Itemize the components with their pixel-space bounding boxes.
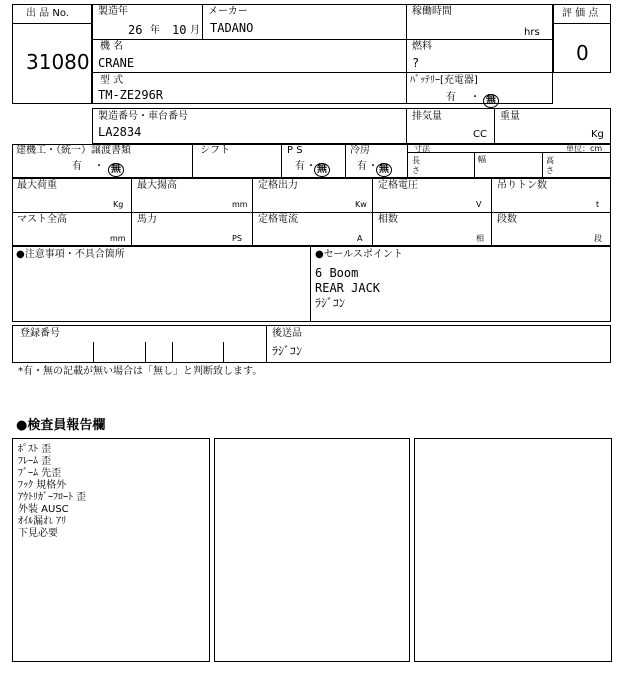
spec-label-lift-tons: 吊りトン数 xyxy=(497,180,547,191)
transfer-yes: 有 xyxy=(72,161,82,172)
lot-no-label: 出 品 No. xyxy=(26,8,69,19)
sales-point-2: REAR JACK xyxy=(315,281,381,295)
spec-unit-rated-current: A xyxy=(357,234,363,243)
inspector-line: ﾌﾚｰﾑ 歪 xyxy=(18,456,52,467)
ac-no-circled: 無 xyxy=(376,159,392,177)
maker-label: メーカー xyxy=(208,6,248,17)
spec-unit-phases: 相 xyxy=(476,234,484,243)
shipment-label: 後送品 xyxy=(272,328,302,339)
inspector-line: ｱｳﾄﾘｶﾞｰﾌﾛｰﾄ 歪 xyxy=(18,492,87,503)
spec-unit-max-lift: mm xyxy=(232,200,248,209)
transfer-no-circled: 無 xyxy=(108,159,124,177)
height-label: 高 さ xyxy=(546,156,554,175)
year-suffix: 年 xyxy=(150,25,160,36)
fuel-value: ? xyxy=(412,56,420,70)
weight-unit: Kg xyxy=(591,129,604,140)
shipment-value: ﾗｼﾞｺﾝ xyxy=(272,344,303,358)
ps-yes: 有 xyxy=(295,161,305,172)
ac-sep: ・ xyxy=(368,161,378,172)
model-name-label: 機 名 xyxy=(100,41,124,52)
shift-label: シフト xyxy=(200,145,230,156)
unit-note: 単位：cm xyxy=(566,144,603,153)
battery-sep: ・ xyxy=(470,92,480,103)
weight-label: 重量 xyxy=(500,111,520,122)
displacement-unit: CC xyxy=(473,129,487,140)
mfg-year-value: 26 xyxy=(128,23,143,37)
registration-block xyxy=(12,325,611,363)
spec-label-rated-voltage: 定格電圧 xyxy=(378,180,418,191)
spec-label-stages: 段数 xyxy=(497,214,517,225)
inspector-line: ﾎﾟｽﾄ 歪 xyxy=(18,444,52,455)
inspector-line: ﾌﾞｰﾑ 先歪 xyxy=(18,468,62,479)
inspector-line: 下見必要 xyxy=(18,528,58,539)
ps-sep: ・ xyxy=(306,161,316,172)
battery-yes: 有 xyxy=(446,92,456,103)
registration-label: 登録番号 xyxy=(20,328,60,339)
spec-label-horsepower: 馬力 xyxy=(137,214,157,225)
displacement-label: 排気量 xyxy=(412,111,442,122)
ac-yes: 有 xyxy=(357,161,367,172)
type-label: 型 式 xyxy=(100,75,124,86)
spec-label-max-load: 最大荷重 xyxy=(17,180,57,191)
defects-label: ●注意事項・不具合箇所 xyxy=(16,249,125,260)
month-suffix: 月 xyxy=(190,25,200,36)
spec-unit-rated-output: Kw xyxy=(355,200,367,209)
battery-no-circled: 無 xyxy=(483,90,499,108)
spec-label-mast-height: マスト全高 xyxy=(17,214,67,225)
spec-unit-lift-tons: t xyxy=(596,200,600,209)
mfg-month-value: 10 xyxy=(172,23,187,37)
sales-points-label: ●セールスポイント xyxy=(315,249,403,260)
sales-point-3: ﾗｼﾞｺﾝ xyxy=(315,296,346,310)
serial-value: LA2834 xyxy=(98,125,142,139)
inspector-title: ●検査員報告欄 xyxy=(16,418,106,433)
battery-label: ﾊﾞｯﾃﾘｰ[充電器] xyxy=(410,75,478,86)
hours-unit: hrs xyxy=(524,27,540,38)
sales-point-1: 6 Boom xyxy=(315,266,359,280)
ps-no-circled: 無 xyxy=(314,159,330,177)
hours-label: 稼働時間 xyxy=(412,6,452,17)
inspector-panel-3 xyxy=(414,438,612,662)
inspector-line: 外装 AUSC xyxy=(18,504,69,515)
transfer-sep: ・ xyxy=(94,161,104,172)
spec-label-rated-current: 定格電流 xyxy=(258,214,298,225)
serial-label: 製造番号・車台番号 xyxy=(98,111,188,122)
mfg-year-label: 製造年 xyxy=(98,6,128,17)
inspector-panel-2 xyxy=(214,438,410,662)
lot-no-value: 31080 xyxy=(26,50,90,74)
dims-label: 寸法 xyxy=(414,144,430,153)
spec-label-max-lift: 最大揚高 xyxy=(137,180,177,191)
model-name-value: CRANE xyxy=(98,56,135,70)
spec-unit-horsepower: PS xyxy=(232,234,242,243)
spec-label-rated-output: 定格出力 xyxy=(258,180,298,191)
length-label: 長 さ xyxy=(412,156,420,175)
spec-unit-stages: 段 xyxy=(594,234,602,243)
ac-label: 冷房 xyxy=(350,145,370,156)
inspector-line: ﾌｯｸ 規格外 xyxy=(18,480,67,491)
score-value: 0 xyxy=(576,41,589,65)
type-value: TM-ZE296R xyxy=(98,88,164,102)
inspector-line: ｵｲﾙ漏れ ｱﾘ xyxy=(18,516,67,527)
score-label: 評 価 点 xyxy=(562,8,599,19)
fuel-label: 燃料 xyxy=(412,41,432,52)
spec-unit-mast-height: mm xyxy=(110,234,126,243)
spec-unit-max-load: Kg xyxy=(113,200,124,209)
footnote: *有・無の記載が無い場合は「無し」と判断致します。 xyxy=(18,366,263,377)
maker-value: TADANO xyxy=(210,21,254,35)
transfer-docs-label: 建機工・（統一）譲渡書類 xyxy=(16,145,131,156)
spec-label-phases: 相数 xyxy=(378,214,398,225)
width-label: 幅 xyxy=(478,155,486,164)
ps-label: P S xyxy=(287,145,303,156)
spec-unit-rated-voltage: V xyxy=(476,200,482,209)
